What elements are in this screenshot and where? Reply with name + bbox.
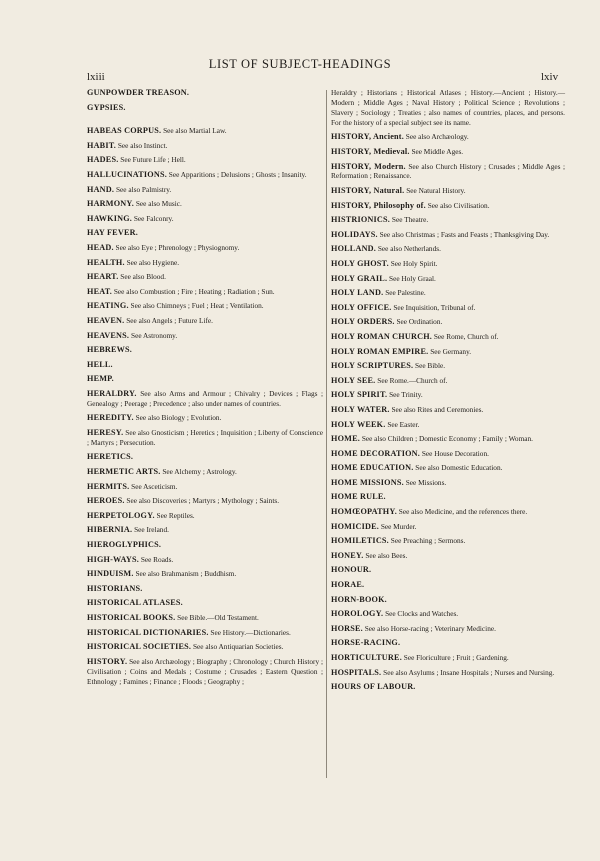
entry [87,428,323,448]
entry [331,274,565,284]
entry-reference: See also Christmas ; Fasts and Feasts ; Thanksgiving Day. [379,229,550,239]
entry [331,317,565,327]
entry-heading: HISTORY, Ancient. [331,132,404,142]
entry-reference: See also Medicine, and the references there. [398,507,528,517]
entry-heading: HIEROGLYPHICS. [87,540,162,550]
entry-heading: HISTORICAL SOCIETIES. [87,642,192,652]
entry-reference: See also Instinct. [117,140,168,150]
entry-reference: See Ireland. [134,525,169,535]
entry-heading: HERMITS. [87,481,130,491]
entry [87,642,323,652]
entry-heading: HOME MISSIONS. [331,477,404,487]
entry [87,467,323,477]
entry-reference: See Germany. [430,346,472,356]
entry-heading: HOLY WEEK. [331,419,386,429]
entry-heading: HORSE-RACING. [331,638,401,648]
entry-reference: See also Discoveries ; Martyrs ; Mythology ; Saints. [126,496,280,506]
entry-reference: Heraldry ; Historians ; Historical Atlases ; History.—Ancient ; History.—Modern ; Middle Ages ; Naval History ; Political Science ; Revolutions ; Slavery ; Sociology ; Treaties ; also names of countries, places, and persons. For the history of a special subject see its name. [331,88,565,127]
entry-reference: See Rome.—Church of. [377,375,448,385]
entry [331,230,565,240]
entry [87,103,323,113]
entry-reference: See also Children ; Domestic Economy ; Family ; Woman. [361,434,533,444]
entry-heading: HOME EDUCATION. [331,463,414,473]
entry [87,374,323,384]
page-title: LIST OF SUBJECT-HEADINGS [208,57,392,71]
entry-heading: HEROES. [87,496,125,506]
entry [87,126,323,136]
entry-reference: See also Horse-racing ; Veterinary Medicine. [364,623,496,633]
entry-reference: See Bible. [415,361,446,371]
entry-heading: HOLLAND. [331,244,377,254]
entry [331,147,565,157]
entry-heading: HISTORICAL DICTIONARIES. [87,627,209,637]
entry-reference: See also Biology ; Evolution. [135,413,222,423]
right-column [331,88,565,697]
entry-heading: HEMP. [87,374,114,384]
entry-heading: HEAVEN. [87,315,125,325]
entry-heading: HOLY ORDERS. [331,317,395,327]
entry-reference: See Ordination. [396,317,443,327]
entry [331,434,565,444]
entry [87,584,323,594]
entry [331,638,565,648]
entry-reference: See Natural History. [406,186,466,195]
entry-heading: HAY FEVER. [87,228,138,238]
entry-reference: See also Combustion ; Fire ; Heating ; Radiation ; Sun. [113,286,275,296]
entry-heading: HORAE. [331,580,365,590]
entry [87,287,323,297]
entry-reference: See Rome, Church of. [433,331,499,341]
entry-reference: See also Chimneys ; Fuel ; Heat ; Ventilation. [130,301,264,311]
entry-reference: See Easter. [387,419,420,429]
entry-reference: See Middle Ages. [411,146,464,156]
left-column [87,88,323,691]
entry-heading: HORN-BOOK. [331,594,387,604]
entry-heading: HAWKING. [87,213,133,223]
entry [331,536,565,546]
entry-heading: HINDUISM. [87,569,134,579]
page-number-left: lxiii [87,71,105,83]
entry [87,331,323,341]
entry-heading: HOME DECORATION. [331,448,421,458]
entry-heading: HOLY SCRIPTURES. [331,361,414,371]
entry [87,258,323,268]
entry [87,243,323,253]
entry-heading: HABEAS CORPUS. [87,126,162,136]
entry-heading: HOMILETICS. [331,536,389,546]
entry-reference: See also Bees. [365,550,408,560]
entry-heading: HIGH-WAYS. [87,554,139,564]
entry [87,360,323,370]
entry-reference: See Theatre. [391,215,429,225]
entry [331,565,565,575]
entry-heading: HERESY. [87,427,124,437]
entry [87,301,323,311]
entry-heading: HEREDITY. [87,413,134,423]
entry [331,463,565,473]
entry [87,272,323,282]
entry-reference: See also Domestic Education. [415,463,503,473]
entry [331,420,565,430]
entry-reference: See Trinity. [389,390,423,400]
entry-reference: See Murder. [380,521,417,531]
entry-reference: See also Music. [135,199,182,209]
entry-reference: See also Asylums ; Insane Hospitals ; Nurses and Nursing. [383,667,555,677]
entry [87,214,323,224]
entry [87,628,323,638]
entry-heading: HONEY. [331,550,364,560]
entry [331,507,565,517]
entry [331,259,565,269]
entry-heading: HISTORY. [87,656,128,666]
entry [331,332,565,342]
entry [331,551,565,561]
entry-heading: HERETICS. [87,452,134,462]
entry-heading: HOLY SEE. [331,375,376,385]
entry [331,682,565,692]
entry-heading: HERMETIC ARTS. [87,467,161,477]
entry-reference: See History.—Dictionaries. [210,627,291,637]
entry [331,186,565,196]
entry [331,522,565,532]
entry-reference: See also Rites and Ceremonies. [391,404,484,414]
entry [331,390,565,400]
entry-heading: GUNPOWDER TREASON. [87,88,190,97]
entry-heading: HAND. [87,184,115,194]
entry-heading: HOLY SPIRIT. [331,390,388,400]
entry-reference: See also Angels ; Future Life. [126,315,213,325]
entry [87,496,323,506]
entry-heading: HOROLOGY. [331,609,384,619]
entry-reference: See Floriculture ; Fruit ; Gardening. [403,653,509,662]
entry-reference: See also Antiquarian Societies. [193,642,284,652]
entry-heading: HOLY GHOST. [331,258,389,268]
entry-reference: See Inquisition, Tribunal of. [393,302,476,312]
entry-reference: See also Church History ; Crusades ; Middle Ages ; Reformation ; Renaissance. [331,161,565,181]
entry-reference: See Holy Spirit. [390,258,438,268]
entry [331,609,565,619]
entry-heading: HISTORY, Medieval. [331,146,410,156]
entry-reference: See also Arms and Armour ; Chivalry ; Devices ; Flags ; Genealogy ; Peerage ; Precedence ; also under names of countries. [87,388,323,408]
entry-reference: See Bible.—Old Testament. [177,613,259,622]
entry [331,201,565,211]
entry-continuation [331,88,565,128]
entry-reference: See Roads. [140,554,174,564]
entry-reference: See Preaching ; Sermons. [390,536,466,546]
column-divider [326,90,327,778]
spacer [87,117,323,126]
entry [87,155,323,165]
entry [87,228,323,238]
entry [331,303,565,313]
entry-heading: HISTORICAL BOOKS. [87,613,176,622]
entry-reference: See also Archæology. [405,132,469,142]
entry [87,316,323,326]
entry-heading: HIBERNIA. [87,525,133,535]
entry-heading: HOLIDAYS. [331,229,378,239]
entry [87,525,323,535]
entry-reference: See Clocks and Watches. [385,609,459,619]
entry-reference: See also Gnosticism ; Heretics ; Inquisition ; Liberty of Conscience ; Martyrs ; Persecution. [87,427,323,447]
entry [331,653,565,663]
entry-heading: HISTORICAL ATLASES. [87,598,183,608]
entry-heading: HOMICIDE. [331,521,379,531]
entry [331,478,565,488]
entry [87,413,323,423]
entry-heading: HORTICULTURE. [331,653,402,662]
entry-heading: HEATING. [87,301,129,311]
entry [331,595,565,605]
entry-reference: See Missions. [405,477,447,487]
entry [87,482,323,492]
entry-heading: GYPSIES. [87,102,126,112]
entry-heading: HONOUR. [331,565,372,575]
entry-reference: See Reptiles. [156,510,195,520]
entry-heading: HEALTH. [87,257,125,267]
entry [87,88,323,98]
entry-heading: HORSE. [331,623,363,633]
entry [87,389,323,409]
entry-reference: See Falconry. [133,213,174,223]
entry [87,185,323,195]
entry-heading: HOME RULE. [331,492,386,502]
entry [87,569,323,579]
entry [331,580,565,590]
entry-heading: HOURS OF LABOUR. [331,682,416,692]
entry-heading: HOLY ROMAN EMPIRE. [331,346,429,356]
entry [87,141,323,151]
entry-reference: See Palestine. [385,288,426,298]
entry-heading: HEBREWS. [87,345,133,355]
entry [331,405,565,415]
entry-heading: HELL. [87,359,113,369]
entry-heading: HOLY OFFICE. [331,302,392,312]
entry [87,199,323,209]
entry-heading: HOLY WATER. [331,404,390,414]
entry [331,624,565,634]
entry-reference: See also Blood. [120,272,166,282]
entry [331,215,565,225]
entry [87,555,323,565]
entry-heading: HOLY GRAIL. [331,273,388,283]
entry [87,598,323,608]
entry-reference: See also Hygiene. [126,257,180,267]
entry-heading: HEAD. [87,242,114,252]
entry-heading: HABIT. [87,140,117,150]
entry-reference: See Apparitions ; Delusions ; Ghosts ; Insanity. [168,169,307,179]
entry-heading: HOMŒOPATHY. [331,507,397,517]
entry [87,170,323,180]
entry-heading: HISTORY, Modern. [331,161,406,171]
entry-heading: HERALDRY. [87,388,137,398]
entry-heading: HALLUCINATIONS. [87,169,167,179]
entry [87,613,323,623]
entry-reference: See Astronomy. [131,330,178,340]
entry [331,668,565,678]
entry [331,376,565,386]
entry-heading: HEAVENS. [87,330,130,340]
entry-reference: See also Netherlands. [377,244,441,254]
entry-reference: See also Civilisation. [427,200,490,210]
entry-heading: HOLY ROMAN CHURCH. [331,331,433,341]
entry-heading: HOME. [331,434,360,444]
entry-reference: See also Eye ; Phrenology ; Physiognomy. [115,242,240,252]
entry [331,492,565,502]
entry-heading: HOLY LAND. [331,288,384,298]
entry-reference: See Future Life ; Hell. [120,155,186,165]
entry-reference: See House Decoration. [421,448,489,458]
entry-heading: HISTORY, Philosophy of. [331,200,426,210]
entry-reference: See Asceticism. [131,481,178,491]
entry [331,361,565,371]
entry-heading: HOSPITALS. [331,667,382,677]
entry-heading: HEAT. [87,286,113,296]
entry [331,288,565,298]
entry [87,511,323,521]
entry [87,345,323,355]
entry-heading: HARMONY. [87,199,135,209]
entry-reference: See also Archæology ; Biography ; Chronology ; Church History ; Civilisation ; Coins and Medals ; Costume ; Crusades ; Eastern Question ; Ethnology ; Famines ; Finance ; Floods ; Geography ; [87,656,324,686]
entry-reference: See also Palmistry. [115,184,172,194]
page-number-right: lxiv [541,71,559,83]
entry-heading: HISTRIONICS. [331,215,391,225]
entry-heading: HEART. [87,272,119,282]
entry [331,132,565,142]
entry [87,657,323,687]
entry-heading: HADES. [87,155,119,165]
entry [331,347,565,357]
entry-reference: See also Martial Law. [163,126,227,136]
entry-heading: HISTORY, Natural. [331,186,405,195]
entry [331,162,565,182]
entry-reference: See Alchemy ; Astrology. [162,467,237,477]
entry-reference: See also Brahmanism ; Buddhism. [135,569,237,579]
entry [331,449,565,459]
entry [87,452,323,462]
entry [87,540,323,550]
entry-heading: HERPETOLOGY. [87,510,155,520]
entry-heading: HISTORIANS. [87,583,143,593]
entry [331,244,565,254]
entry-reference: See Holy Graal. [389,273,436,283]
